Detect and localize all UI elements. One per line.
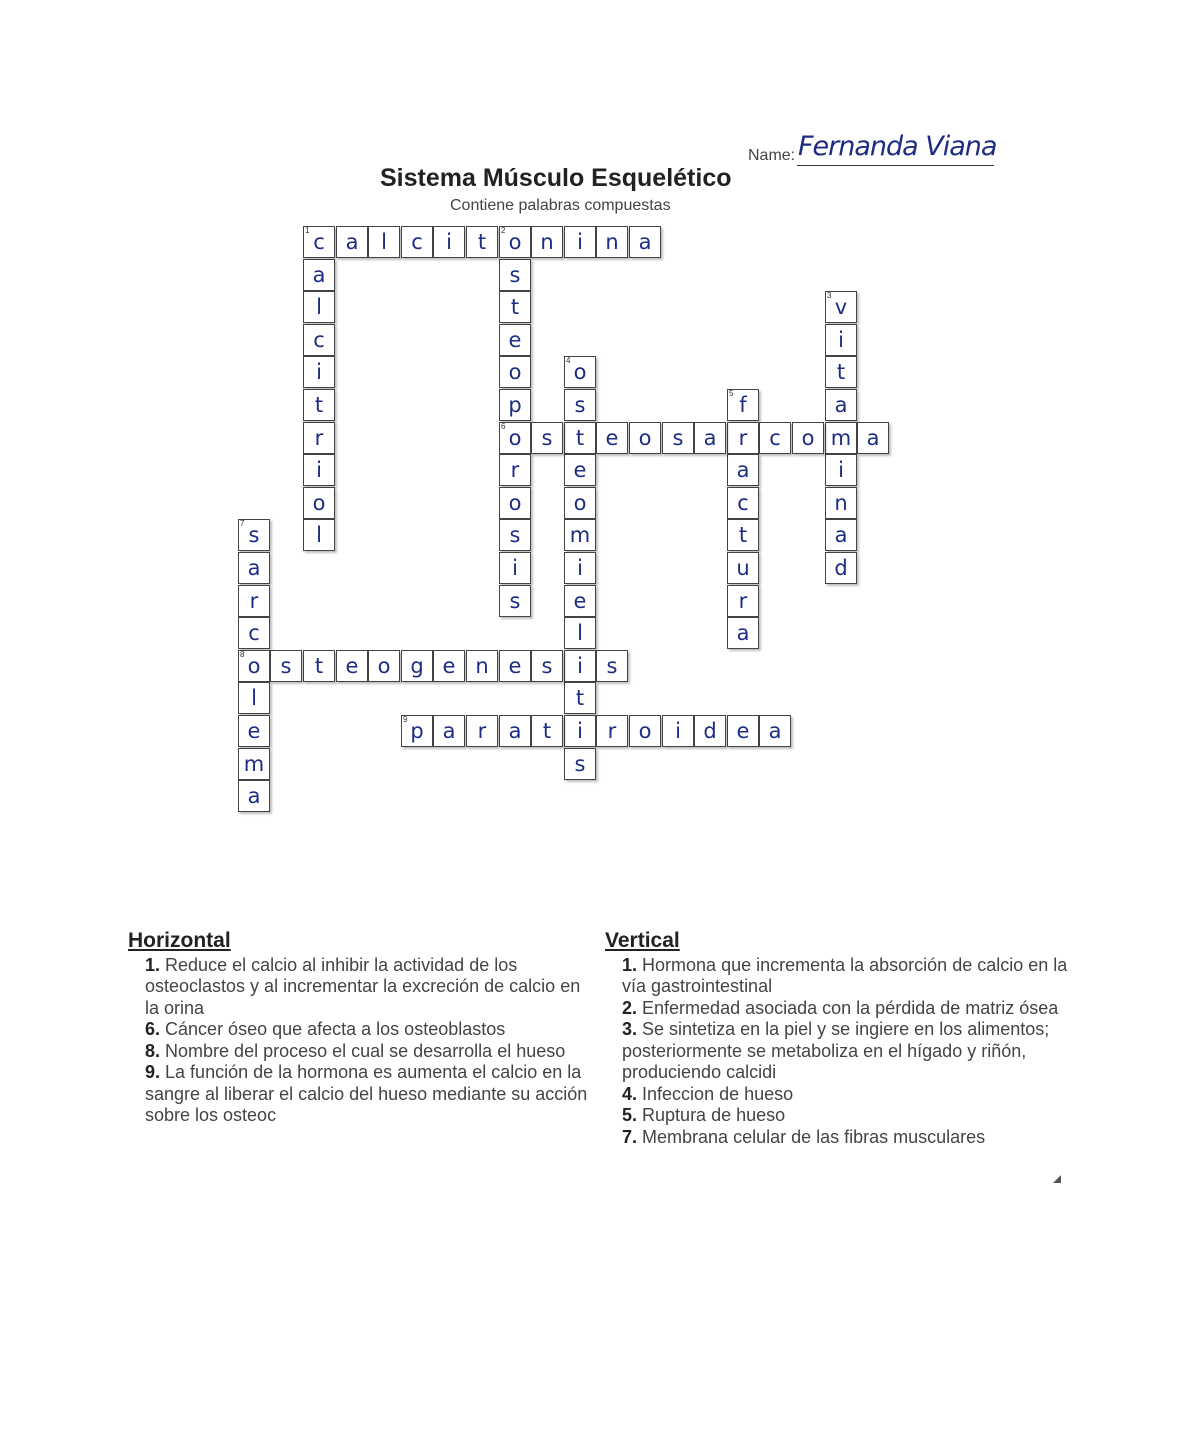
crossword-cell[interactable]	[564, 389, 596, 421]
crossword-cell[interactable]	[499, 519, 531, 551]
crossword-cell[interactable]	[564, 748, 596, 780]
crossword-cell[interactable]	[368, 650, 400, 682]
cell-letter: g	[410, 654, 424, 678]
crossword-cell[interactable]	[303, 356, 335, 388]
cell-letter: t	[314, 654, 324, 678]
cell-letter: o	[508, 426, 522, 450]
resize-handle-icon[interactable]	[1053, 1175, 1061, 1183]
crossword-cell[interactable]	[303, 226, 335, 258]
crossword-cell[interactable]	[825, 552, 857, 584]
cell-letter: n	[834, 491, 848, 515]
cell-letter: n	[475, 654, 489, 678]
crossword-cell[interactable]	[792, 422, 824, 454]
cell-letter: s	[509, 523, 521, 547]
crossword-cell[interactable]	[825, 356, 857, 388]
cell-letter: t	[575, 686, 585, 710]
cell-letter: s	[509, 263, 521, 287]
crossword-cell[interactable]	[466, 650, 498, 682]
crossword-cell[interactable]	[629, 715, 661, 747]
cell-letter: s	[541, 654, 553, 678]
cell-letter: e	[508, 654, 522, 678]
cell-letter: e	[345, 654, 359, 678]
cell-letter: i	[316, 360, 322, 384]
crossword-cell[interactable]	[368, 226, 400, 258]
crossword-cell[interactable]	[825, 454, 857, 486]
crossword-cell[interactable]	[564, 682, 596, 714]
crossword-cell[interactable]	[825, 422, 857, 454]
cell-letter: v	[834, 295, 848, 319]
clue-item: 6. Cáncer óseo que afecta a los osteoblastos	[145, 1019, 506, 1039]
clue-item: 1. Reduce el calcio al inhibir la actividad de los osteoclastos y al incrementar la excreción de calcio en la orina	[145, 954, 581, 1018]
cell-letter: p	[508, 393, 522, 417]
cell-letter: m	[569, 523, 591, 547]
cell-letter: u	[736, 556, 750, 580]
crossword-cell[interactable]	[694, 422, 726, 454]
crossword-cell[interactable]	[499, 226, 531, 258]
cell-letter: e	[605, 426, 619, 450]
clue-number: 7	[240, 519, 245, 528]
crossword-cell[interactable]	[238, 682, 270, 714]
crossword-cell[interactable]	[564, 617, 596, 649]
cell-letter: o	[638, 719, 652, 743]
cell-letter: s	[280, 654, 292, 678]
cell-letter: s	[541, 426, 553, 450]
crossword-cell[interactable]	[727, 552, 759, 584]
crossword-cell[interactable]	[564, 650, 596, 682]
crossword-cell[interactable]	[466, 226, 498, 258]
crossword-cell[interactable]	[303, 487, 335, 519]
crossword-cell[interactable]	[531, 650, 563, 682]
crossword-cell[interactable]	[596, 226, 628, 258]
clue-number: 4	[566, 356, 571, 365]
crossword-cell[interactable]	[303, 389, 335, 421]
cell-letter: e	[247, 719, 261, 743]
cell-letter: d	[834, 556, 848, 580]
cell-letter: a	[736, 458, 750, 482]
crossword-cell[interactable]	[596, 650, 628, 682]
cell-letter: o	[508, 230, 522, 254]
cell-letter: a	[736, 621, 750, 645]
crossword-cell[interactable]	[564, 552, 596, 584]
crossword-cell[interactable]	[564, 715, 596, 747]
crossword-cell[interactable]	[499, 487, 531, 519]
clue-number: 1	[305, 226, 310, 235]
cell-letter: a	[312, 263, 326, 287]
crossword-cell[interactable]	[303, 324, 335, 356]
clue-item: 1. Hormona que incrementa la absorción de calcio en la vía gastrointestinal	[622, 954, 1068, 996]
page-subtitle: Contiene palabras compuestas	[450, 197, 671, 214]
crossword-cell[interactable]	[564, 356, 596, 388]
name-handwritten-value[interactable]: Fernanda Viana	[798, 131, 997, 162]
cell-letter: c	[313, 230, 325, 254]
cell-letter: s	[672, 426, 684, 450]
crossword-cell[interactable]	[825, 487, 857, 519]
crossword-cell[interactable]	[694, 715, 726, 747]
crossword-cell[interactable]	[564, 487, 596, 519]
crossword-cell[interactable]	[238, 780, 270, 812]
cell-letter: a	[345, 230, 359, 254]
clue-item: 4. Infeccion de hueso	[622, 1083, 794, 1104]
cell-letter: a	[834, 393, 848, 417]
clue-number: 2	[501, 226, 506, 235]
cell-letter: t	[510, 295, 520, 319]
cell-letter: i	[577, 556, 583, 580]
crossword-cell[interactable]	[531, 226, 563, 258]
clue-number: 3	[827, 291, 832, 300]
cell-letter: t	[575, 426, 585, 450]
cell-letter: o	[801, 426, 815, 450]
crossword-cell[interactable]	[270, 650, 302, 682]
cell-letter: c	[248, 621, 260, 645]
cell-letter: i	[316, 458, 322, 482]
crossword-cell[interactable]	[564, 585, 596, 617]
cell-letter: n	[540, 230, 554, 254]
crossword-cell[interactable]	[499, 650, 531, 682]
crossword-cell[interactable]	[238, 748, 270, 780]
name-label: Name:	[748, 147, 796, 164]
cell-letter: p	[410, 719, 424, 743]
cell-letter: t	[477, 230, 487, 254]
clue-item: 8. Nombre del proceso el cual se desarrolla el hueso	[145, 1040, 566, 1061]
crossword-cell[interactable]	[499, 259, 531, 291]
crossword-cell[interactable]	[727, 487, 759, 519]
cell-letter: t	[314, 393, 324, 417]
crossword-cell[interactable]	[596, 422, 628, 454]
cell-letter: t	[542, 719, 552, 743]
crossword-cell[interactable]	[499, 715, 531, 747]
crossword-cell[interactable]	[303, 422, 335, 454]
crossword-cell[interactable]	[662, 422, 694, 454]
cell-letter: e	[736, 719, 750, 743]
cell-letter: r	[249, 589, 259, 613]
cell-letter: t	[738, 523, 748, 547]
cell-letter: m	[243, 752, 265, 776]
cell-letter: i	[675, 719, 681, 743]
cell-letter: a	[638, 230, 652, 254]
crossword-cell[interactable]	[499, 389, 531, 421]
cell-letter: i	[577, 654, 583, 678]
crossword-cell[interactable]	[564, 422, 596, 454]
crossword-cell[interactable]	[564, 454, 596, 486]
cell-letter: c	[737, 491, 749, 515]
crossword-cell[interactable]	[336, 650, 368, 682]
crossword-cell[interactable]	[499, 422, 531, 454]
cell-letter: i	[838, 458, 844, 482]
crossword-cell[interactable]	[727, 715, 759, 747]
cell-letter: c	[313, 328, 325, 352]
crossword-cell[interactable]	[499, 552, 531, 584]
crossword-cell[interactable]	[564, 519, 596, 551]
cell-letter: a	[247, 556, 261, 580]
cell-letter: o	[638, 426, 652, 450]
crossword-cell[interactable]	[238, 552, 270, 584]
vertical-heading: Vertical	[605, 929, 680, 952]
clue-item: 2. Enfermedad asociada con la pérdida de matriz ósea	[622, 997, 1059, 1018]
crossword-cell[interactable]	[303, 291, 335, 323]
crossword-cell[interactable]	[401, 715, 433, 747]
cell-letter: t	[836, 360, 846, 384]
crossword-cell[interactable]	[596, 715, 628, 747]
cell-letter: c	[411, 230, 423, 254]
vertical-clues	[605, 930, 1075, 1148]
cell-letter: o	[573, 491, 587, 515]
crossword-cell[interactable]	[564, 226, 596, 258]
crossword-cell[interactable]	[727, 389, 759, 421]
crossword-cell[interactable]	[238, 617, 270, 649]
page-title: Sistema Músculo Esquelético	[380, 164, 732, 192]
cell-letter: o	[508, 360, 522, 384]
cell-letter: a	[866, 426, 880, 450]
cell-letter: s	[574, 393, 586, 417]
cell-letter: i	[577, 230, 583, 254]
cell-letter: i	[577, 719, 583, 743]
crossword-cell[interactable]	[238, 650, 270, 682]
crossword-cell[interactable]	[759, 715, 791, 747]
cell-letter: i	[838, 328, 844, 352]
cell-letter: a	[508, 719, 522, 743]
cell-letter: a	[442, 719, 456, 743]
crossword-cell[interactable]	[662, 715, 694, 747]
horizontal-heading: Horizontal	[128, 929, 231, 952]
crossword-cell[interactable]	[727, 617, 759, 649]
cell-letter: i	[446, 230, 452, 254]
crossword-cell[interactable]	[401, 650, 433, 682]
clue-item: 9. La función de la hormona es aumenta el calcio en la sangre al liberar el calcio del hueso mediante su acción sobre los osteoc	[145, 1062, 588, 1125]
cell-letter: a	[834, 523, 848, 547]
crossword-cell[interactable]	[336, 226, 368, 258]
cell-letter: r	[738, 589, 748, 613]
crossword-cell[interactable]	[825, 389, 857, 421]
crossword-cell[interactable]	[466, 715, 498, 747]
cell-letter: e	[442, 654, 456, 678]
crossword-cell[interactable]	[303, 650, 335, 682]
clue-item: 3. Se sintetiza en la piel y se ingiere en los alimentos; posteriormente se metaboliza en el hígado y riñón, produciendo calcidi	[622, 1019, 1050, 1082]
crossword-cell[interactable]	[303, 259, 335, 291]
cell-letter: e	[573, 589, 587, 613]
cell-letter: o	[377, 654, 391, 678]
crossword-cell[interactable]	[759, 422, 791, 454]
crossword-cell[interactable]	[727, 422, 759, 454]
cell-letter: i	[512, 556, 518, 580]
crossword-cell[interactable]	[857, 422, 889, 454]
crossword-cell[interactable]	[727, 454, 759, 486]
clue-number: 5	[729, 389, 734, 398]
crossword-cell[interactable]	[433, 650, 465, 682]
clue-number: 6	[501, 422, 506, 431]
cell-letter: d	[703, 719, 717, 743]
crossword-cell[interactable]	[825, 291, 857, 323]
cell-letter: s	[606, 654, 618, 678]
cell-letter: c	[769, 426, 781, 450]
crossword-cell[interactable]	[303, 454, 335, 486]
cell-letter: s	[574, 752, 586, 776]
crossword-cell[interactable]	[499, 324, 531, 356]
cell-letter: s	[248, 523, 260, 547]
crossword-cell[interactable]	[238, 715, 270, 747]
crossword-cell[interactable]	[499, 585, 531, 617]
horizontal-clues	[128, 930, 588, 1127]
crossword-cell[interactable]	[303, 519, 335, 551]
crossword-cell[interactable]	[727, 585, 759, 617]
cell-letter: l	[316, 523, 322, 547]
cell-letter: s	[509, 589, 521, 613]
crossword-cell[interactable]	[531, 715, 563, 747]
cell-letter: l	[381, 230, 387, 254]
cell-letter: l	[251, 686, 257, 710]
crossword-cell[interactable]	[238, 585, 270, 617]
crossword-cell[interactable]	[629, 422, 661, 454]
cell-letter: m	[830, 426, 852, 450]
cell-letter: r	[477, 719, 487, 743]
cell-letter: a	[768, 719, 782, 743]
cell-letter: a	[703, 426, 717, 450]
crossword-cell[interactable]	[825, 519, 857, 551]
crossword-cell[interactable]	[531, 422, 563, 454]
crossword-cell[interactable]	[433, 715, 465, 747]
clue-item: 5. Ruptura de hueso	[622, 1105, 786, 1125]
cell-letter: o	[312, 491, 326, 515]
crossword-cell[interactable]	[238, 519, 270, 551]
cell-letter: n	[605, 230, 619, 254]
crossword-cell[interactable]	[825, 324, 857, 356]
crossword-cell[interactable]	[499, 291, 531, 323]
cell-letter: l	[316, 295, 322, 319]
cell-letter: o	[247, 654, 261, 678]
crossword-cell[interactable]	[499, 454, 531, 486]
crossword-cell[interactable]	[499, 356, 531, 388]
cell-letter: a	[247, 784, 261, 808]
cell-letter: l	[577, 621, 583, 645]
cell-letter: r	[607, 719, 617, 743]
cell-letter: e	[508, 328, 522, 352]
name-underline	[797, 165, 994, 166]
cell-letter: r	[738, 426, 748, 450]
cell-letter: f	[739, 393, 747, 417]
cell-letter: e	[573, 458, 587, 482]
crossword-cell[interactable]	[629, 226, 661, 258]
crossword-cell[interactable]	[727, 519, 759, 551]
clue-item: 7. Membrana celular de las fibras musculares	[622, 1126, 986, 1147]
crossword-cell[interactable]	[433, 226, 465, 258]
crossword-cell[interactable]	[401, 226, 433, 258]
clue-number: 9	[403, 715, 408, 724]
cell-letter: r	[314, 426, 324, 450]
cell-letter: o	[508, 491, 522, 515]
cell-letter: r	[510, 458, 520, 482]
clue-number: 8	[240, 650, 245, 659]
cell-letter: o	[573, 360, 587, 384]
